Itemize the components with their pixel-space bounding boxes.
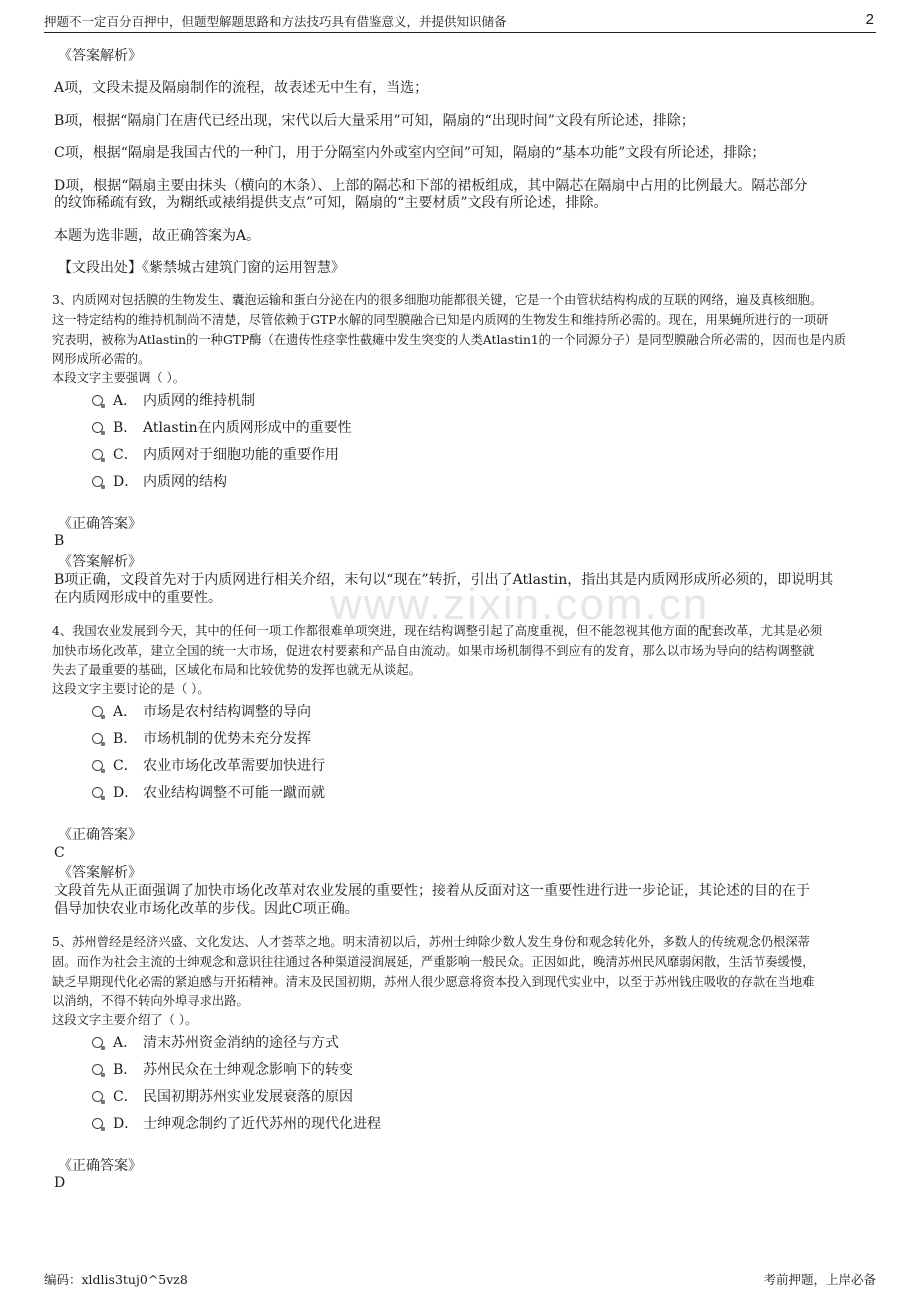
- page-number: 2: [865, 11, 874, 28]
- radio-icon[interactable]: [92, 1091, 103, 1102]
- page-footer: [44, 1270, 876, 1290]
- q4-option-c[interactable]: C． 农业市场化改革需要加快进行: [92, 757, 325, 775]
- q3-option-b[interactable]: B． Atlastin在内质网形成中的重要性: [92, 419, 352, 437]
- q3-passage-line2: 这一特定结构的维持机制尚不清楚，尽管依赖于GTP水解的同型膜融合已知是内质网的生物发生和维持所必需的。现在，用果蝇所进行的一项研: [52, 313, 829, 327]
- q4-passage-line2: 加快市场化改革，建立全国的统一大市场，促进农村要素和产品自由流动。如果市场机制得不到应有的发育，那么以市场为导向的结构调整就: [52, 644, 815, 658]
- q3-passage-line4: 网形成所必需的。: [52, 352, 151, 366]
- answer-analysis-label: 《答案解析》: [58, 48, 142, 64]
- q3-analysis-label: 《答案解析》: [58, 554, 142, 570]
- q4-analysis-line2: 倡导加快农业市场化改革的步伐。因此C项正确。: [54, 901, 359, 917]
- radio-icon[interactable]: [92, 733, 103, 744]
- watermark: www.zixin.com.cn: [330, 580, 710, 629]
- q5-passage-line4: 以消纳，不得不转向外埠寻求出路。: [52, 994, 249, 1008]
- page-header: [44, 12, 876, 33]
- q5-answer-label: 《正确答案》: [58, 1158, 142, 1174]
- q5-passage-line3: 缺乏早期现代化必需的紧迫感与开拓精神。清末及民国初期，苏州人很少愿意将资本投入到现代实业中，以至于苏州钱庄吸收的存款在当地难: [52, 975, 815, 989]
- q5-option-b[interactable]: B． 苏州民众在士绅观念影响下的转变: [92, 1061, 353, 1079]
- radio-icon[interactable]: [92, 1118, 103, 1129]
- analysis-option-c: C项，根据“隔扇是我国古代的一种门，用于分隔室内外或室内空间”可知，隔扇的“基本功能”文段有所论述，排除；: [54, 145, 766, 161]
- q3-stem: 本段文字主要强调（ ）。: [52, 371, 186, 385]
- source: 【文段出处】《紫禁城古建筑门窗的运用智慧》: [58, 260, 345, 276]
- q5-stem: 这段文字主要介绍了（ ）。: [52, 1013, 198, 1027]
- q4-option-b[interactable]: B． 市场机制的优势未充分发挥: [92, 730, 311, 748]
- radio-icon[interactable]: [92, 476, 103, 487]
- q4-passage-line1: 4、我国农业发展到今天，其中的任何一项工作都很难单项突进，现在结构调整引起了高度重视，但不能忽视其他方面的配套改革，尤其是必须: [52, 624, 823, 638]
- analysis-option-b: B项，根据“隔扇门在唐代已经出现，宋代以后大量采用”可知，隔扇的“出现时间”文段有所论述，排除；: [54, 113, 695, 129]
- q3-option-a[interactable]: A． 内质网的维持机制: [92, 392, 255, 410]
- document-code: 编码：xldlis3tuj0^5vz8: [44, 1272, 188, 1287]
- radio-icon[interactable]: [92, 1064, 103, 1075]
- radio-icon[interactable]: [92, 422, 103, 433]
- analysis-option-a: A项，文段未提及隔扇制作的流程，故表述无中生有，当选；: [54, 80, 429, 96]
- q4-analysis-line1: 文段首先从正面强调了加快市场化改革对农业发展的重要性；接着从反面对这一重要性进行进一步论证，其论述的目的在于: [54, 883, 810, 899]
- q3-analysis-line1: B项正确，文段首先对于内质网进行相关介绍，末句以“现在”转折，引出了Atlastin，指出其是内质网形成所必须的，即说明其: [54, 572, 834, 588]
- q5-option-d[interactable]: D． 士绅观念制约了近代苏州的现代化进程: [92, 1115, 381, 1133]
- q3-answer: B: [54, 533, 65, 549]
- q4-analysis-label: 《答案解析》: [58, 865, 142, 881]
- footer-slogan: 考前押题，上岸必备: [763, 1272, 876, 1287]
- q4-option-a[interactable]: A． 市场是农村结构调整的导向: [92, 703, 311, 721]
- q5-passage-line2: 固。而作为社会主流的士绅观念和意识往往通过各种渠道浸润展延，严重影响一般民众。正因如此，晚清苏州民风靡弱闲散，生活节奏缓慢，: [52, 955, 815, 969]
- q5-answer: D: [54, 1175, 66, 1191]
- q5-option-a[interactable]: A． 清末苏州资金消纳的途径与方式: [92, 1034, 339, 1052]
- q3-answer-label: 《正确答案》: [58, 516, 142, 532]
- radio-icon[interactable]: [92, 760, 103, 771]
- q3-option-d[interactable]: D． 内质网的结构: [92, 473, 227, 491]
- q4-stem: 这段文字主要讨论的是（ ）。: [52, 682, 210, 696]
- analysis-option-d-line1: D项，根据“隔扇主要由抹头（横向的木条）、上部的隔芯和下部的裙板组成，其中隔芯在隔扇中占用的比例最大。隔芯部分: [54, 178, 808, 194]
- radio-icon[interactable]: [92, 395, 103, 406]
- q3-option-c[interactable]: C． 内质网对于细胞功能的重要作用: [92, 446, 339, 464]
- conclusion: 本题为选非题，故正确答案为A。: [54, 228, 261, 244]
- q3-analysis-line2: 在内质网形成中的重要性。: [54, 590, 222, 606]
- q3-passage-line3: 究表明，被称为Atlastin的一种GTP酶（在遗传性痉挛性截瘫中发生突变的人类Atlastin1的一个同源分子）是同型膜融合所必需的，因而也是内质: [52, 333, 847, 347]
- radio-icon[interactable]: [92, 1037, 103, 1048]
- radio-icon[interactable]: [92, 706, 103, 717]
- radio-icon[interactable]: [92, 449, 103, 460]
- q4-option-d[interactable]: D． 农业结构调整不可能一蹴而就: [92, 784, 325, 802]
- q4-answer-label: 《正确答案》: [58, 827, 142, 843]
- q5-option-c[interactable]: C． 民国初期苏州实业发展衰落的原因: [92, 1088, 353, 1106]
- q4-passage-line3: 失去了最重要的基础，区域化布局和比较优势的发挥也就无从谈起。: [52, 663, 421, 677]
- radio-icon[interactable]: [92, 787, 103, 798]
- q3-passage-line1: 3、内质网对包括膜的生物发生、囊泡运输和蛋白分泌在内的很多细胞功能都很关键，它是一个由管状结构构成的互联的网络，遍及真核细胞。: [52, 293, 823, 307]
- q4-answer: C: [54, 845, 65, 861]
- q5-passage-line1: 5、苏州曾经是经济兴盛、文化发达、人才荟萃之地。明末清初以后，苏州士绅除少数人发生身份和观念转化外，多数人的传统观念仍根深蒂: [52, 935, 810, 949]
- analysis-option-d-line2: 的纹饰稀疏有致，为糊纸或裱绢提供支点”可知，隔扇的“主要材质”文段有所论述，排除。: [54, 195, 608, 211]
- header-text: 押题不一定百分百押中，但题型解题思路和方法技巧具有借鉴意义，并提供知识储备: [44, 14, 507, 29]
